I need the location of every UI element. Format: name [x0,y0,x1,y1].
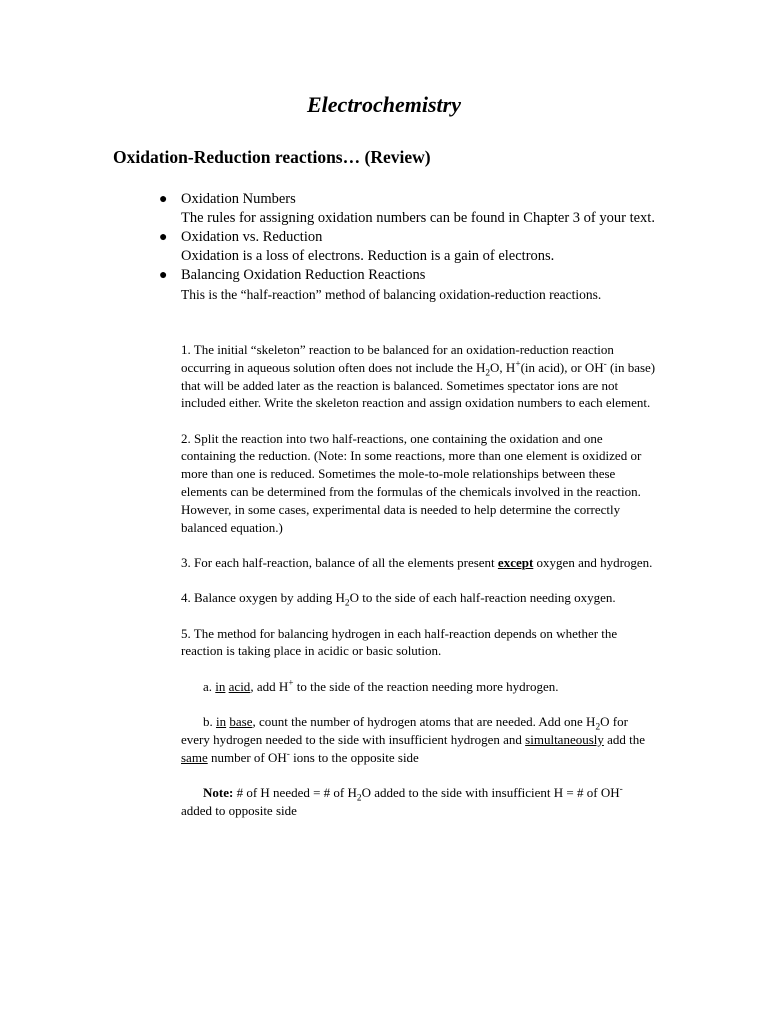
bullet-dot-icon: ● [159,230,168,245]
sub-a-text: to the side of the reaction needing more hydrogen. [293,678,559,694]
bullet-text: The rules for assigning oxidation numbers can be found in Chapter 3 of your text. [181,210,655,226]
sub-b-text: ions to the opposite side [289,749,419,765]
sub-b-text: number of OH [207,749,287,765]
underlined-simultaneously: simultaneously [525,731,604,747]
note-paragraph [181,784,656,820]
step-list [181,341,656,819]
note-label: Note: [203,784,234,800]
bullet-dot-icon: ● [159,192,168,207]
bullet-title: Balancing Oxidation Reduction Reactions [181,267,426,283]
sub-label: a. [203,678,216,694]
underlined-base: base [229,713,253,729]
underlined-acid: acid [228,678,251,694]
note-text: added to opposite side [181,802,297,818]
bullet-dot-icon: ● [159,268,168,283]
sub-b-text: , count the number of hydrogen atoms that are needed. Add one H [252,713,596,729]
underlined-in: in [215,678,226,694]
bullet-text: This is the “half-reaction” method of balancing oxidation-reduction reactions. [181,287,602,302]
sub-b-text: O for every hydrogen needed to the side with insufficient hydrogen and [181,713,628,747]
bullet-item-oxidation-vs-reduction [159,228,661,266]
sub-label: b. [203,713,216,729]
subscript: 2 [485,368,491,379]
underlined-same: same [181,749,208,765]
document-title: Electrochemistry [307,92,461,117]
step-5-paragraph: 5. The method for balancing hydrogen in each half-reaction depends on whether the reaction is taking place in acidic or basic solution. [181,625,618,659]
step-3-text: oxygen and hydrogen. [533,554,653,570]
step-2-paragraph: 2. Split the reaction into two half-reactions, one containing the oxidation and one containing the reduction. (Note: In some reactions, more than one element is oxidized or more than one is reduced. Sometimes the mole-to-mole relationships between these elements can be determined from the formulas of the chemicals involved in the reaction. However, in some cases, experimental data is needed to help determine the correctly balanced equation.) [181,430,642,535]
note-text: O added to the side with insufficient H = # of OH [361,784,620,800]
step-5b-paragraph [181,713,656,766]
sub-a-text: , add H [250,678,289,694]
bullet-list [159,190,661,304]
step-4-text: O to the side of each half-reaction needing oxygen. [349,590,616,606]
step-1-text: O, H [490,359,516,375]
superscript: + [288,678,294,689]
bullet-text: Oxidation is a loss of electrons. Reduction is a gain of electrons. [181,248,555,264]
step-3-paragraph [181,554,656,572]
note-text: # of H needed = # of H [233,784,357,800]
step-1-text: (in base) that will be added later as the reaction is balanced. Sometimes spectator ions are not included either. Write the skeleton reaction and assign oxidation numbers to each element. [181,359,656,411]
superscript: + [515,359,521,370]
underlined-in: in [216,713,227,729]
superscript: - [286,749,290,760]
step-5a-paragraph [181,678,656,696]
emphasis-except: except [497,554,534,570]
superscript: - [619,784,623,795]
bullet-title: Oxidation Numbers [181,191,296,207]
step-1-paragraph [181,341,656,412]
step-4-text: 4. Balance oxygen by adding H [181,590,345,606]
step-3-text: 3. For each half-reaction, balance of all the elements present [181,554,498,570]
bullet-item-oxidation-numbers [159,190,661,228]
subscript: 2 [356,793,362,804]
superscript: - [603,359,607,370]
subscript: 2 [344,598,350,609]
section-heading: Oxidation-Reduction reactions… (Review) [113,147,431,167]
subscript: 2 [595,722,601,733]
bullet-title: Oxidation vs. Reduction [181,229,323,245]
step-4-paragraph [181,589,656,607]
step-1-text: 1. The initial “skeleton” reaction to be balanced for an oxidation-reduction reaction occurring in aqueous solution often does not include the H [181,342,614,375]
step-1-text: (in acid), or OH [520,359,604,375]
sub-b-text: add the [603,731,646,747]
bullet-item-balancing-redox [159,266,661,304]
